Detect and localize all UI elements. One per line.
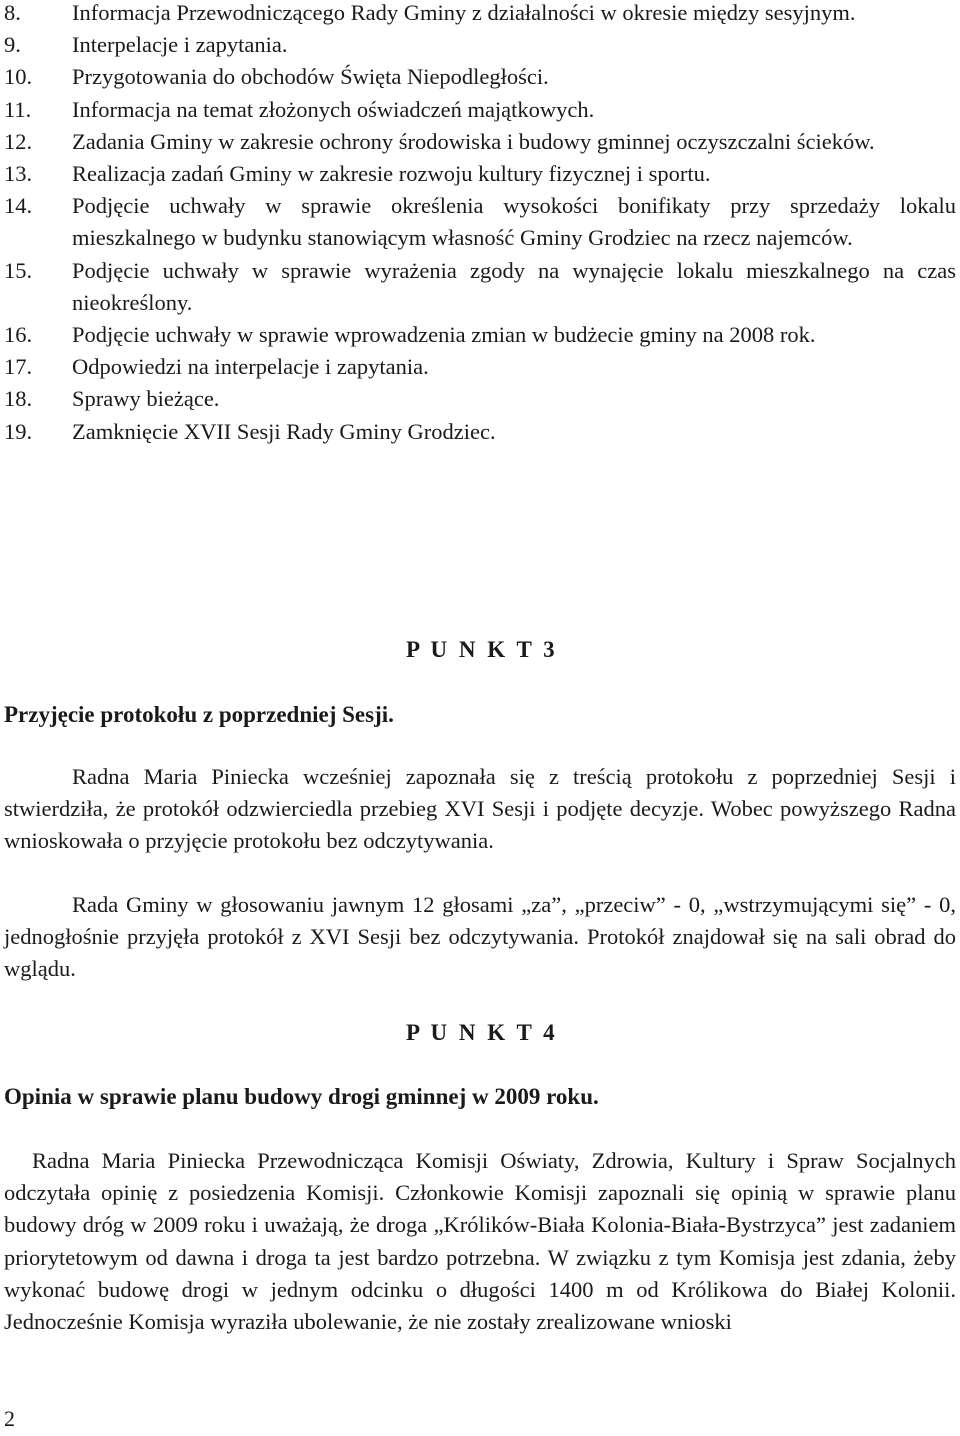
- agenda-item-text: Podjęcie uchwały w sprawie określenia wysokości bonifikaty przy sprzedaży lokalu mieszkalnego w budynku stanowiącym własność Gminy Grodziec na rzecz najemców.: [72, 193, 956, 251]
- agenda-item-text: Przygotowania do obchodów Święta Niepodległości.: [72, 64, 549, 90]
- agenda-item: [4, 383, 956, 415]
- agenda-item-number: 17.: [4, 354, 33, 380]
- agenda-item-text: Zamknięcie XVII Sesji Rady Gminy Grodziec.: [72, 418, 496, 444]
- agenda-list: [4, 0, 956, 448]
- agenda-item-text: Informacja Przewodniczącego Rady Gminy z działalności w okresie między sesyjnym.: [72, 0, 856, 25]
- agenda-item: [4, 351, 956, 383]
- agenda-item: [4, 29, 956, 61]
- agenda-item-number: 9.: [4, 32, 21, 58]
- punkt-4-paragraph-1-text: Radna Maria Piniecka Przewodnicząca Komisji Oświaty, Zdrowia, Kultury i Spraw Socjalnych odczytała opinię z posiedzenia Komisji. Członkowie Komisji zapoznali się opinią w sprawie planu budowy dróg w 2009 roku i uważają, że droga „Królików-Biała Kolonia-Biała-Bystrzyca” jest zadaniem priorytetowym od dawna i droga ta jest bardzo potrzebna. W związku z tym Komisja jest zdania, żeby wykonać budowę drogi w jednym odcinku o długości 1400 m od Królikowa do Białej Kolonii. Jednocześnie Komisja wyraziła ubolewanie, że nie zostały zrealizowane wnioski: [4, 1148, 956, 1335]
- agenda-item-number: 8.: [4, 0, 21, 25]
- punkt-3-title: Przyjęcie protokołu z poprzedniej Sesji.: [4, 702, 394, 727]
- agenda-item: [4, 0, 956, 29]
- agenda-item-number: 15.: [4, 257, 33, 283]
- punkt-3-paragraph-1: [4, 761, 956, 858]
- page-number: 2: [4, 1406, 15, 1431]
- agenda-item-text: Interpelacje i zapytania.: [72, 32, 288, 58]
- agenda-item-number: 14.: [4, 193, 33, 219]
- agenda-item-number: 18.: [4, 386, 33, 412]
- agenda-item: [4, 158, 956, 190]
- agenda-item-text: Podjęcie uchwały w sprawie wyrażenia zgody na wynajęcie lokalu mieszkalnego na czas nieokreślony.: [72, 257, 956, 315]
- punkt-4-heading: P U N K T 4: [406, 1020, 558, 1045]
- agenda-item-text: Realizacja zadań Gminy w zakresie rozwoju kultury fizycznej i sportu.: [72, 161, 711, 187]
- agenda-item: [4, 416, 956, 448]
- agenda-item-number: 19.: [4, 418, 33, 444]
- punkt-3-heading: P U N K T 3: [406, 637, 558, 662]
- agenda-item: [4, 61, 956, 93]
- agenda-item-number: 11.: [4, 96, 32, 122]
- agenda-item-text: Podjęcie uchwały w sprawie wprowadzenia zmian w budżecie gminy na 2008 rok.: [72, 322, 816, 348]
- agenda-item-text: Sprawy bieżące.: [72, 386, 220, 412]
- agenda-item-text: Zadania Gminy w zakresie ochrony środowiska i budowy gminnej oczyszczalni ścieków.: [72, 128, 875, 154]
- agenda-item: [4, 255, 956, 319]
- agenda-item-number: 13.: [4, 161, 33, 187]
- punkt-3-paragraph-2: [4, 889, 956, 986]
- punkt-3-paragraph-1-text: Radna Maria Piniecka wcześniej zapoznała się z treścią protokołu z poprzedniej Sesji i stwierdziła, że protokół odzwierciedla przebieg XVI Sesji i podjęte decyzje. Wobec powyższego Radna wnioskowała o przyjęcie protokołu bez odczytywania.: [4, 764, 956, 854]
- agenda-item: [4, 190, 956, 254]
- agenda-item-text: Odpowiedzi na interpelacje i zapytania.: [72, 354, 429, 380]
- agenda-item: [4, 94, 956, 126]
- agenda-item: [4, 126, 956, 158]
- punkt-4-title: Opinia w sprawie planu budowy drogi gminnej w 2009 roku.: [4, 1084, 599, 1109]
- agenda-item-number: 12.: [4, 128, 33, 154]
- punkt-4-paragraph-1: [4, 1145, 956, 1338]
- punkt-3-paragraph-2-text: Rada Gminy w głosowaniu jawnym 12 głosami „za”, „przeciw” - 0, „wstrzymującymi się” - 0, jednogłośnie przyjęła protokół z XVI Sesji bez odczytywania. Protokół znajdował się na sali obrad do wglądu.: [4, 892, 956, 982]
- agenda-item: [4, 319, 956, 351]
- agenda-item-number: 10.: [4, 64, 33, 90]
- agenda-item-text: Informacja na temat złożonych oświadczeń majątkowych.: [72, 96, 595, 122]
- agenda-item-number: 16.: [4, 322, 33, 348]
